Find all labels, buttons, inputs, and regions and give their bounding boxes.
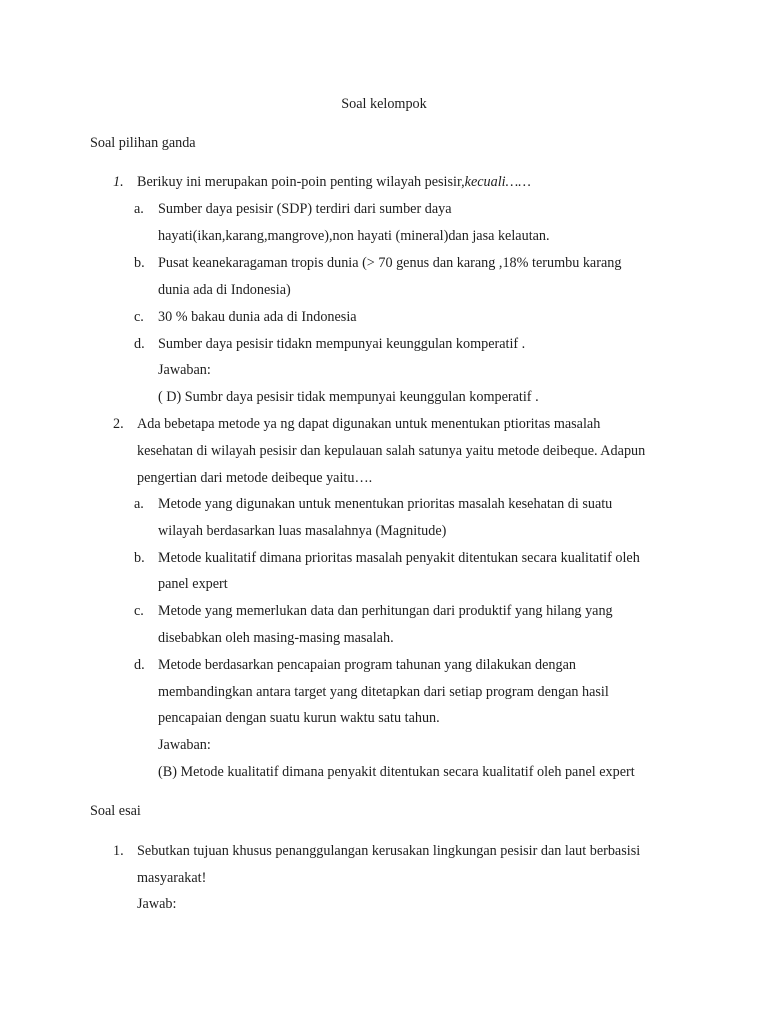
section-heading-essay: Soal esai <box>90 803 141 819</box>
q1-answer-label: Jawaban: <box>158 362 211 378</box>
q1-option-b-line: dunia ada di Indonesia) <box>158 282 291 298</box>
q2-option-d-label: d. <box>134 657 145 673</box>
q2-option-c-line: disebabkan oleh masing-masing masalah. <box>158 630 394 646</box>
q1-text: Berikuy ini merupakan poin-poin penting wilayah pesisir,kecuali…… <box>137 174 531 190</box>
q2-option-a-label: a. <box>134 496 144 512</box>
q1-option-d-label: d. <box>134 336 145 352</box>
q2-answer-label: Jawaban: <box>158 737 211 753</box>
essay1-text-line: Sebutkan tujuan khusus penanggulangan kerusakan lingkungan pesisir dan laut berbasisi <box>137 843 641 859</box>
q2-option-a-line: wilayah berdasarkan luas masalahnya (Magnitude) <box>158 523 447 539</box>
q2-option-b-line: panel expert <box>158 576 228 592</box>
q2-option-b-label: b. <box>134 550 145 566</box>
q1-option-a-line: hayati(ikan,karang,mangrove),non hayati (mineral)dan jasa kelautan. <box>158 228 550 244</box>
q1-option-c-line: 30 % bakau dunia ada di Indonesia <box>158 309 357 325</box>
q1-option-b-label: b. <box>134 255 145 271</box>
q2-option-a-line: Metode yang digunakan untuk menentukan prioritas masalah kesehatan di suatu <box>158 496 613 512</box>
q2-answer: (B) Metode kualitatif dimana penyakit ditentukan secara kualitatif oleh panel expert <box>158 764 635 780</box>
section-heading-multiple-choice: Soal pilihan ganda <box>90 135 196 151</box>
document-title: Soal kelompok <box>341 96 427 112</box>
essay1-text-line: masyarakat! <box>137 870 207 886</box>
q1-option-d-line: Sumber daya pesisir tidakn mempunyai keunggulan komperatif . <box>158 336 526 352</box>
q2-number: 2. <box>113 416 124 432</box>
q2-text-line: kesehatan di wilayah pesisir dan kepulauan salah satunya yaitu metode deibeque. Adapun <box>137 443 646 459</box>
q2-option-d-line: pencapaian dengan suatu kurun waktu satu tahun. <box>158 710 440 726</box>
q1-option-a-label: a. <box>134 201 144 217</box>
q1-option-c-label: c. <box>134 309 144 325</box>
q2-option-d-line: membandingkan antara target yang ditetapkan dari setiap program dengan hasil <box>158 684 609 700</box>
q1-answer: ( D) Sumbr daya pesisir tidak mempunyai keunggulan komperatif . <box>158 389 539 405</box>
q2-text-line: Ada bebetapa metode ya ng dapat digunakan untuk menentukan ptioritas masalah <box>137 416 601 432</box>
q2-option-d-line: Metode berdasarkan pencapaian program tahunan yang dilakukan dengan <box>158 657 576 673</box>
essay1-answer-label: Jawab: <box>137 896 177 912</box>
q1-option-a-line: Sumber daya pesisir (SDP) terdiri dari sumber daya <box>158 201 452 217</box>
q2-text-line: pengertian dari metode deibeque yaitu…. <box>137 470 373 486</box>
essay1-number: 1. <box>113 843 124 859</box>
q2-option-c-label: c. <box>134 603 144 619</box>
q2-option-b-line: Metode kualitatif dimana prioritas masalah penyakit ditentukan secara kualitatif oleh <box>158 550 640 566</box>
q2-option-c-line: Metode yang memerlukan data dan perhitungan dari produktif yang hilang yang <box>158 603 613 619</box>
q1-option-b-line: Pusat keanekaragaman tropis dunia (> 70 genus dan karang ,18% terumbu karang <box>158 255 622 271</box>
q1-number: 1. <box>113 174 124 190</box>
